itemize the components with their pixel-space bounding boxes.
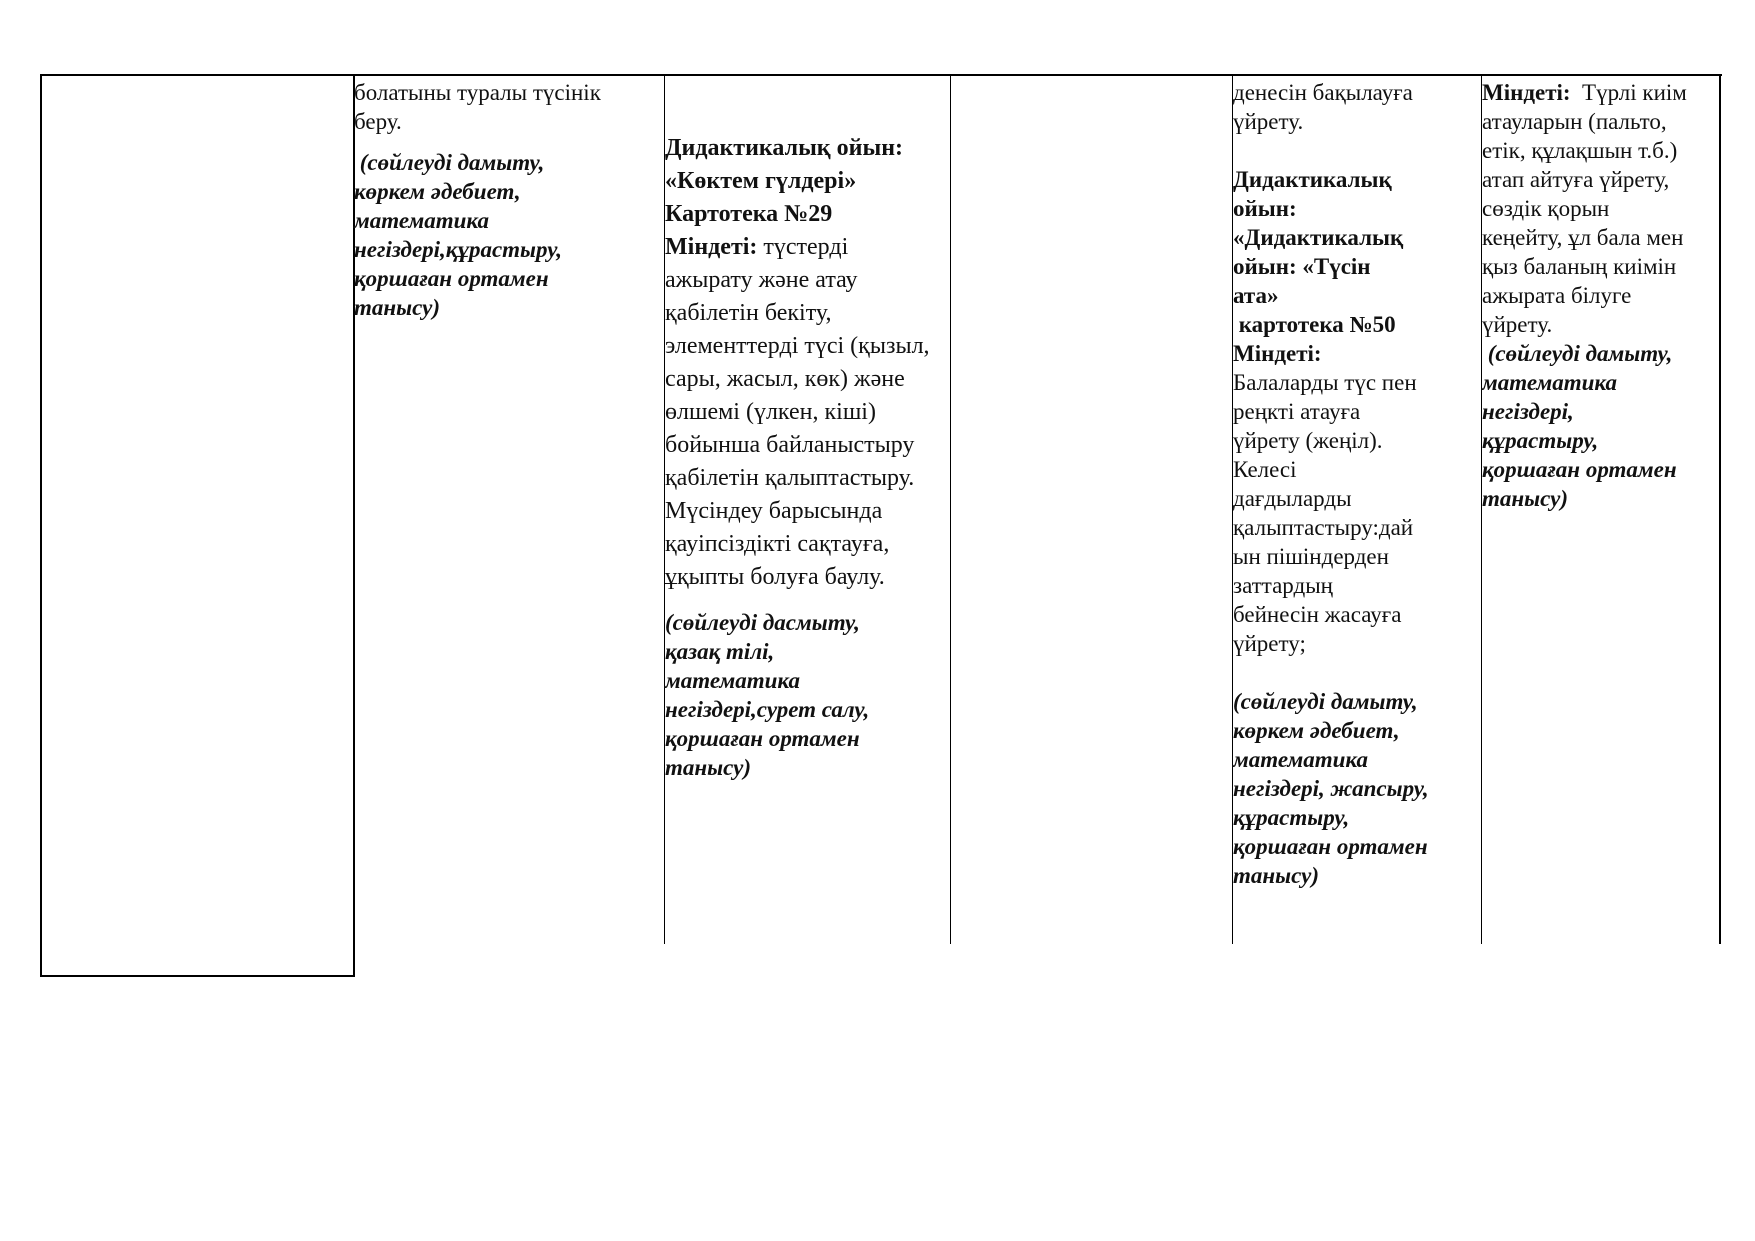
cell-text: денесін бақылауға — [1233, 80, 1413, 105]
activity-areas: көркем әдебиет, — [1233, 718, 1400, 743]
task-text: ын пішіндерден — [1233, 544, 1389, 569]
task-text: қыз баланың киімін — [1482, 254, 1677, 279]
activity-areas: негіздері,сурет салу, — [665, 697, 870, 722]
table-top-border — [40, 74, 1722, 76]
task-text: қалыптастыру:дай — [1233, 515, 1414, 540]
activity-areas: қазақ тілі, — [665, 639, 775, 664]
task-text: бейнесін жасауға — [1233, 602, 1402, 627]
task-text: өлшемі (үлкен, кіші) — [665, 399, 876, 425]
activity-areas: танысу) — [1482, 486, 1569, 511]
activity-areas: (сөйлеуді дамыту, — [1233, 689, 1418, 714]
task-text: Мүсіндеу барысында — [665, 498, 883, 524]
task-text: ажырата білуге — [1482, 283, 1632, 308]
game-name: ата» — [1233, 283, 1279, 308]
task-text: қабілетін қалыптастыру. — [665, 465, 915, 491]
game-name: ойын: «Түсін — [1233, 254, 1371, 279]
activity-areas: негіздері,құрастыру, — [354, 237, 563, 262]
activity-areas: математика — [1233, 747, 1369, 772]
activity-areas: қоршаған ортамен — [1233, 834, 1428, 859]
task-text: дағдыларды — [1233, 486, 1352, 511]
activity-areas: құрастыру, — [1233, 805, 1350, 830]
activity-areas: негіздері, жапсыру, — [1233, 776, 1429, 801]
task-text: кеңейту, ұл бала мен — [1482, 225, 1684, 250]
activity-areas: негіздері, — [1482, 399, 1574, 424]
task-text: үйрету; — [1233, 631, 1306, 656]
task-text: реңкті атауға — [1233, 399, 1361, 424]
activity-areas: математика — [665, 668, 801, 693]
activity-areas: көркем әдебиет, — [354, 179, 521, 204]
activity-areas: математика — [354, 208, 490, 233]
task-text: қауіпсіздікті сақтауға, — [665, 531, 890, 557]
game-label: Дидактикалық ойын: — [665, 135, 904, 161]
task-text: қабілетін бекіту, — [665, 300, 832, 326]
task-text: Балаларды түс пен — [1233, 370, 1417, 395]
task-label: Міндеті: — [1233, 341, 1322, 366]
task-label: Міндеті: — [1482, 80, 1571, 105]
task-text: етік, құлақшын т.б.) — [1482, 138, 1678, 163]
task-label: Міндеті: — [665, 234, 758, 260]
activity-areas: танысу) — [1233, 863, 1320, 888]
activity-areas: құрастыру, — [1482, 428, 1599, 453]
task-text: элементтерді түсі (қызыл, — [665, 333, 930, 359]
table-cell-col5 — [1482, 78, 1717, 513]
cell-text: болатыны туралы түсінік — [354, 80, 601, 105]
task-text: Келесі — [1233, 457, 1297, 482]
task-text: үйрету. — [1482, 312, 1553, 337]
card-number: картотека №50 — [1233, 312, 1396, 337]
activity-areas: қоршаған ортамен — [354, 266, 549, 291]
table-right-border — [1719, 74, 1721, 944]
table-cell-col1 — [354, 78, 659, 322]
activity-areas: танысу) — [665, 755, 752, 780]
first-column-bottom-border — [40, 975, 355, 977]
task-text: атап айтуға үйрету, — [1482, 167, 1670, 192]
table-left-border — [40, 74, 42, 977]
column-divider-3 — [950, 74, 951, 944]
task-text: Міндеті: түстерді — [665, 234, 849, 260]
task-text: ажырату және атау — [665, 267, 858, 293]
activity-areas: математика — [1482, 370, 1618, 395]
task-text: Міндеті: Түрлі киім — [1482, 80, 1687, 105]
task-text: атауларын (пальто, — [1482, 109, 1667, 134]
activity-areas: (сөйлеуді дасмыту, — [665, 610, 860, 635]
table-cell-col4 — [1233, 78, 1478, 890]
activity-areas: танысу) — [354, 295, 441, 320]
cell-text: беру. — [354, 109, 402, 134]
activity-areas: қоршаған ортамен — [1482, 457, 1677, 482]
table-cell-col2 — [665, 132, 950, 782]
card-number: Картотека №29 — [665, 201, 833, 227]
game-name: «Көктем гүлдері» — [665, 168, 857, 194]
task-text: сөздік қорын — [1482, 196, 1610, 221]
activity-areas: қоршаған ортамен — [665, 726, 860, 751]
activity-areas: (сөйлеуді дамыту, — [1482, 341, 1673, 366]
game-label: ойын: — [1233, 196, 1297, 221]
task-text: сары, жасыл, көк) және — [665, 366, 905, 392]
cell-text: үйрету. — [1233, 109, 1304, 134]
activity-areas: (сөйлеуді дамыту, — [354, 150, 545, 175]
task-text: бойынша байланыстыру — [665, 432, 915, 458]
task-text: үйрету (жеңіл). — [1233, 428, 1383, 453]
task-text: заттардың — [1233, 573, 1333, 598]
task-text: ұқыпты болуға баулу. — [665, 564, 885, 590]
game-label: Дидактикалық — [1233, 167, 1392, 192]
game-name: «Дидактикалық — [1233, 225, 1404, 250]
